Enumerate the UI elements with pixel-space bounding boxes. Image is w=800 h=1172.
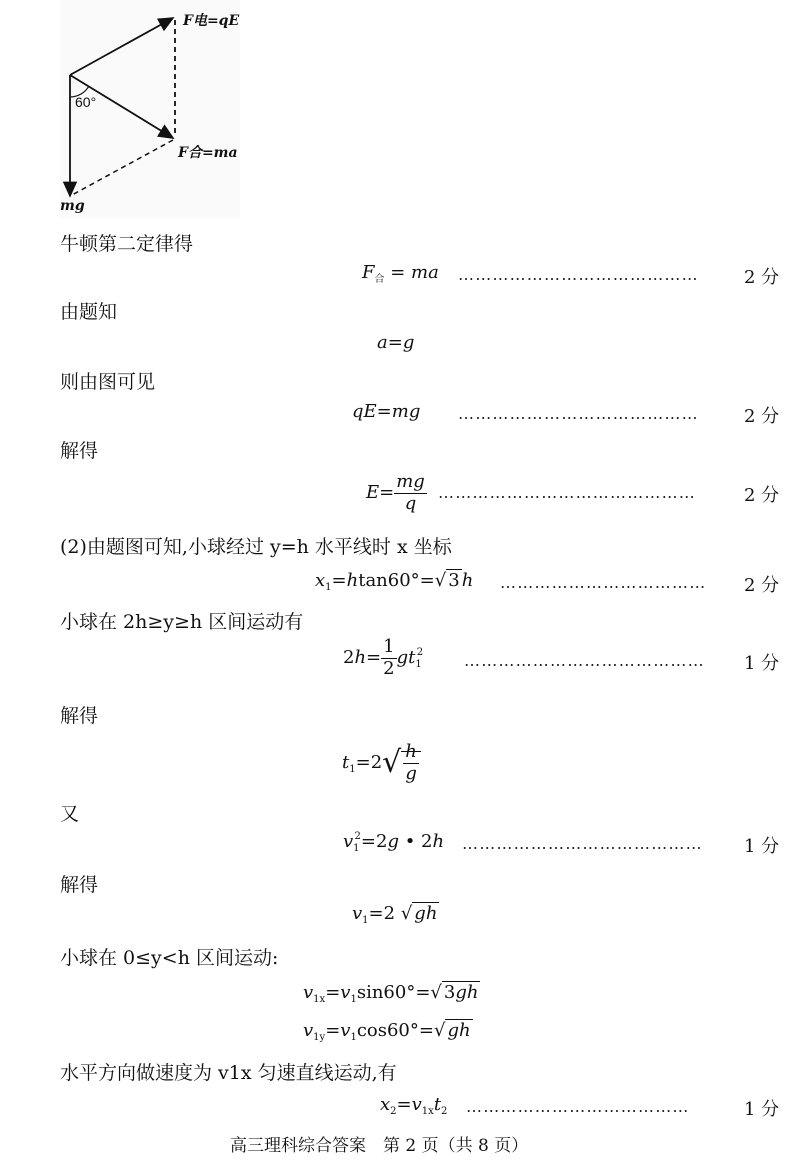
equation-5: $x_1=htan60^\circ=√$ 3 h [315,570,474,593]
score-5: 1 分 [744,653,780,674]
page-footer: 高三理科综合答案 第 2 页（共 8 页） [230,1136,529,1156]
equation-3: qE=mg [352,401,421,422]
line-interval-1: 小球在 2h≥y≥h 区间运动有 [60,611,304,633]
dashed-diagonal [72,140,173,195]
f-net-label: F合=ma [178,145,238,161]
equation-6: 2h= $\frac{1}{2}$ $gt_1^2$ [343,636,424,679]
equation-9: $v_1=2$ √ gh [352,903,438,926]
score-4: 2 分 [744,575,780,596]
force-diagram [60,0,240,218]
line-from-figure: 则由图可见 [60,371,156,393]
f-electric-vector [70,18,173,75]
line-part2: (2)由题图可知,小球经过 y=h 水平线时 x 坐标 [60,536,452,558]
equation-11: $v_{1y}=v_1\cos 60^\circ=√$ gh [303,1020,471,1043]
leader-dots-4: ……………………………… [500,573,707,592]
leader-dots-3: ……………………………………… [438,483,696,502]
score-3: 2 分 [744,485,780,506]
equation-8: $v_1^2=2g$ • 2h [343,831,445,854]
line-newton: 牛顿第二定律得 [60,233,194,255]
equation-4: E= $\frac{mg}{q}$ [366,471,425,514]
equation-10: $v_{1x}=v_1\sin 60^\circ=√$ 3gh [303,982,479,1005]
line-solve-1: 解得 [60,440,99,462]
line-also: 又 [60,803,80,825]
equation-2: a=g [377,332,415,353]
score-7: 1 分 [744,1099,780,1120]
leader-dots-1: …………………………………… [458,265,699,284]
score-6: 1 分 [744,836,780,857]
leader-dots-7: ………………………………… [466,1097,690,1116]
line-given: 由题知 [60,301,118,323]
mg-label: mg [60,198,85,214]
line-solve-3: 解得 [60,874,99,896]
angle-label: 60° [75,94,97,110]
score-1: 2 分 [744,267,780,288]
equation-1: $F_合$ = ma [362,262,439,285]
f-electric-label: F电=qE [183,13,240,29]
line-horizontal: 水平方向做速度为 v1x 匀速直线运动,有 [60,1062,397,1084]
score-2: 2 分 [744,406,780,427]
line-interval-2: 小球在 0≤y<h 区间运动: [60,947,279,969]
leader-dots-2: …………………………………… [458,404,699,423]
equation-12: $x_2=v_{1x}t_2$ [380,1094,448,1117]
equation-7: $t_1=2√$ $\frac{h}{g}$ [342,742,421,784]
leader-dots-5: …………………………………… [464,651,705,670]
line-solve-2: 解得 [60,705,99,727]
leader-dots-6: …………………………………… [462,834,703,853]
